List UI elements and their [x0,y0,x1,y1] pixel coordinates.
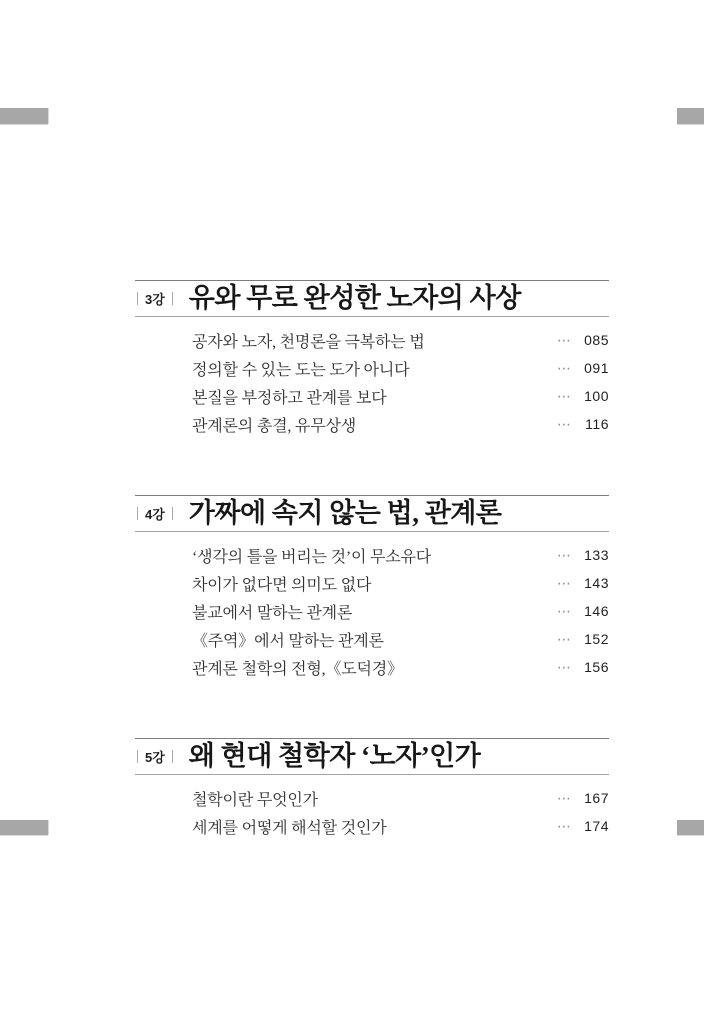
entry-title: ‘생각의 틀을 버리는 것’이 무소유다 [192,548,432,566]
entry-title: 불교에서 말하는 관계론 [192,604,353,622]
entry-title: 정의할 수 있는 도는 도가 아니다 [192,361,410,379]
toc-entry-list [135,317,609,438]
section-label [137,504,173,523]
section-label-text: 3강 [145,292,165,307]
entry-title: 철학이란 무엇인가 [192,791,318,809]
toc-entry-list [135,532,609,681]
toc-entry [192,382,609,410]
print-mark-top-left [0,108,48,124]
toc-section-5 [135,738,609,840]
entry-title: 관계론의 총결, 유무상생 [192,417,356,435]
section-label-text: 5강 [145,750,165,765]
page-number: 116 [585,416,609,432]
entry-right [557,548,609,562]
entry-right [557,417,609,431]
entry-title: 관계론 철학의 전형,《도덕경》 [192,660,403,678]
leader-dots: ⋯ [557,388,573,404]
toc-section-3 [135,280,609,438]
page-number: 143 [584,575,609,591]
toc-entry [192,410,609,438]
leader-dots: ⋯ [557,332,573,348]
table-of-contents [135,280,609,840]
page-number: 085 [584,332,609,348]
toc-section-4 [135,495,609,681]
toc-entry-list [135,775,609,840]
leader-dots: ⋯ [557,790,573,806]
entry-right [557,361,609,375]
leader-dots: ⋯ [557,631,573,647]
entry-right [557,791,609,805]
section-header [135,495,609,532]
page-number: 091 [584,360,609,376]
print-mark-bottom-right [677,820,704,835]
toc-entry [192,653,609,681]
leader-dots: ⋯ [557,659,573,675]
label-bar-left [137,507,138,520]
leader-dots: ⋯ [557,603,573,619]
entry-right [557,333,609,347]
entry-right [557,389,609,403]
print-mark-top-right [677,108,704,124]
page-number: 167 [584,790,609,806]
section-header [135,738,609,775]
leader-dots: ⋯ [557,547,573,563]
entry-right [557,604,609,618]
toc-entry [192,354,609,382]
section-title: 가짜에 속지 않는 법, 관계론 [188,498,502,528]
label-bar-right [172,292,173,305]
page-number: 174 [584,818,609,834]
toc-entry [192,784,609,812]
leader-dots: ⋯ [557,575,573,591]
toc-entry [192,541,609,569]
page-number: 100 [584,388,609,404]
label-bar-right [172,750,173,763]
entry-right [557,660,609,674]
entry-right [557,819,609,833]
leader-dots: ⋯ [557,416,573,432]
entry-right [557,576,609,590]
page-number: 152 [584,631,609,647]
section-label [137,289,173,308]
leader-dots: ⋯ [557,818,573,834]
section-label [137,747,173,766]
leader-dots: ⋯ [557,360,573,376]
toc-entry [192,812,609,840]
toc-entry [192,597,609,625]
entry-title: 《주역》에서 말하는 관계론 [192,632,384,650]
label-bar-left [137,292,138,305]
page-number: 156 [584,659,609,675]
toc-entry [192,326,609,354]
section-title: 왜 현대 철학자 ‘노자’인가 [188,741,481,771]
label-bar-right [172,507,173,520]
entry-title: 본질을 부정하고 관계를 보다 [192,389,387,407]
section-header [135,280,609,317]
page-number: 133 [584,547,609,563]
entry-title: 세계를 어떻게 해석할 것인가 [192,819,387,837]
print-mark-bottom-left [0,820,48,835]
label-bar-left [137,750,138,763]
entry-right [557,632,609,646]
toc-entry [192,569,609,597]
entry-title: 공자와 노자, 천명론을 극복하는 법 [192,333,425,351]
entry-title: 차이가 없다면 의미도 없다 [192,576,372,594]
page-number: 146 [584,603,609,619]
section-label-text: 4강 [145,507,165,522]
section-title: 유와 무로 완성한 노자의 사상 [188,283,521,313]
toc-entry [192,625,609,653]
